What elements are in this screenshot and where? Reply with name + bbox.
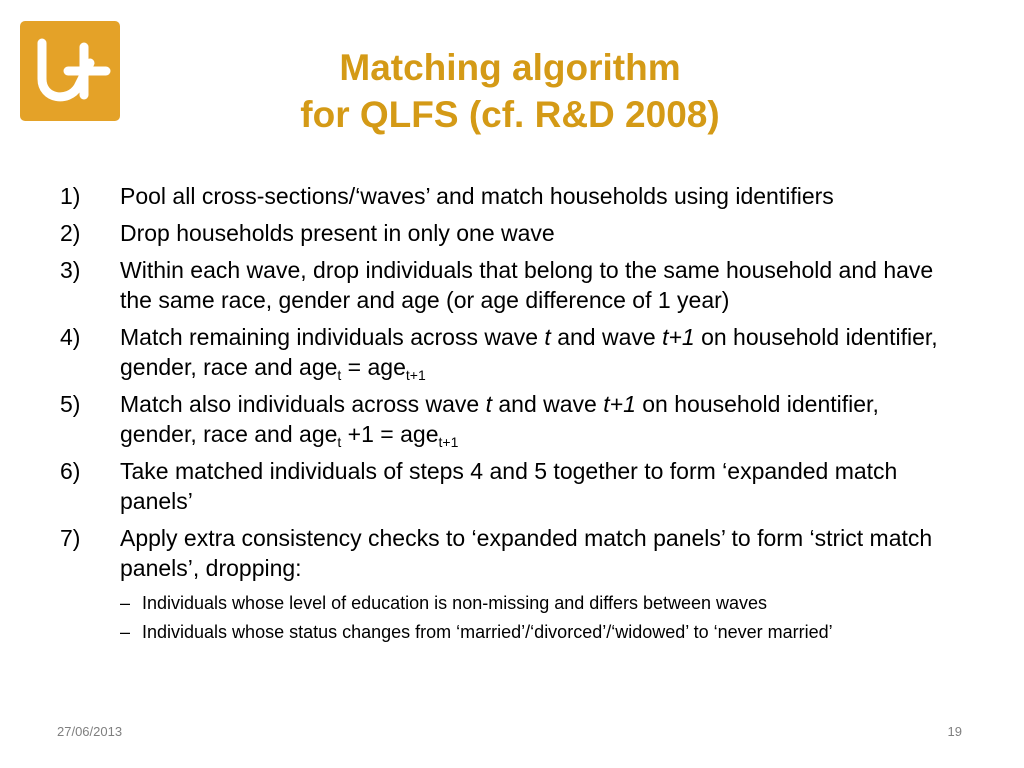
step-text: Pool all cross-sections/‘waves’ and match households using identifiers: [120, 183, 834, 209]
step-number: 4): [60, 324, 81, 350]
list-item: [60, 389, 960, 449]
wave-t: t: [544, 324, 551, 350]
subscript-t: t: [337, 434, 342, 450]
step-text: [120, 389, 960, 449]
step-text: [120, 322, 960, 382]
step-text: Within each wave, drop individuals that belong to the same household and have the same race, gender and age (or age difference of 1 year): [120, 257, 934, 313]
step-text-part: +1 = age: [341, 421, 439, 447]
list-item: [60, 322, 960, 382]
step-number: 7): [60, 525, 81, 551]
title-line-2: for QLFS (cf. R&D 2008): [300, 94, 720, 135]
algorithm-steps-list: [60, 181, 960, 651]
title-line-1: Matching algorithm: [339, 47, 681, 88]
step-text-part: Match also individuals across wave: [120, 391, 486, 417]
step-number: 1): [60, 183, 81, 209]
wave-t-plus-1: t+1: [662, 324, 695, 350]
footer-date: 27/06/2013: [57, 724, 123, 739]
list-item: [60, 523, 960, 644]
slide-title: [150, 44, 870, 138]
step-text-part: on household identifier, gender, race and age: [120, 391, 879, 447]
ub-logo-icon: [20, 21, 120, 121]
step-text: Take matched individuals of steps 4 and 5 together to form ‘expanded match panels’: [120, 458, 898, 514]
subscript-t-plus-1: t+1: [438, 434, 459, 450]
step-text-part: Match remaining individuals across wave: [120, 324, 545, 350]
dropping-criteria-list: [120, 591, 960, 644]
list-item: [120, 620, 960, 644]
step-number: 3): [60, 257, 81, 283]
step-number: 2): [60, 220, 81, 246]
step-text-part: on household identifier, gender, race and age: [120, 324, 938, 380]
list-item: [120, 591, 960, 615]
step-text-part: = age: [341, 354, 406, 380]
list-item: [60, 456, 960, 516]
page-number: 19: [947, 724, 962, 739]
dash-bullet: –: [120, 593, 131, 613]
subitem-text: Individuals whose status changes from ‘married’/‘divorced’/‘widowed’ to ‘never married’: [142, 622, 833, 642]
subitem-text: Individuals whose level of education is non-missing and differs between waves: [142, 593, 768, 613]
list-item: [60, 255, 960, 315]
dash-bullet: –: [120, 622, 131, 642]
step-number: 6): [60, 458, 81, 484]
subscript-t: t: [337, 367, 342, 383]
step-text: Drop households present in only one wave: [120, 220, 555, 246]
step-text-part: and wave: [550, 324, 663, 350]
wave-t: t: [485, 391, 492, 417]
list-item: [60, 218, 960, 248]
list-item: [60, 181, 960, 211]
wave-t-plus-1: t+1: [603, 391, 636, 417]
step-text-part: and wave: [492, 391, 604, 417]
subscript-t-plus-1: t+1: [405, 367, 426, 383]
step-number: 5): [60, 391, 81, 417]
step-text: Apply extra consistency checks to ‘expanded match panels’ to form ‘strict match panels’, dropping:: [120, 525, 933, 581]
